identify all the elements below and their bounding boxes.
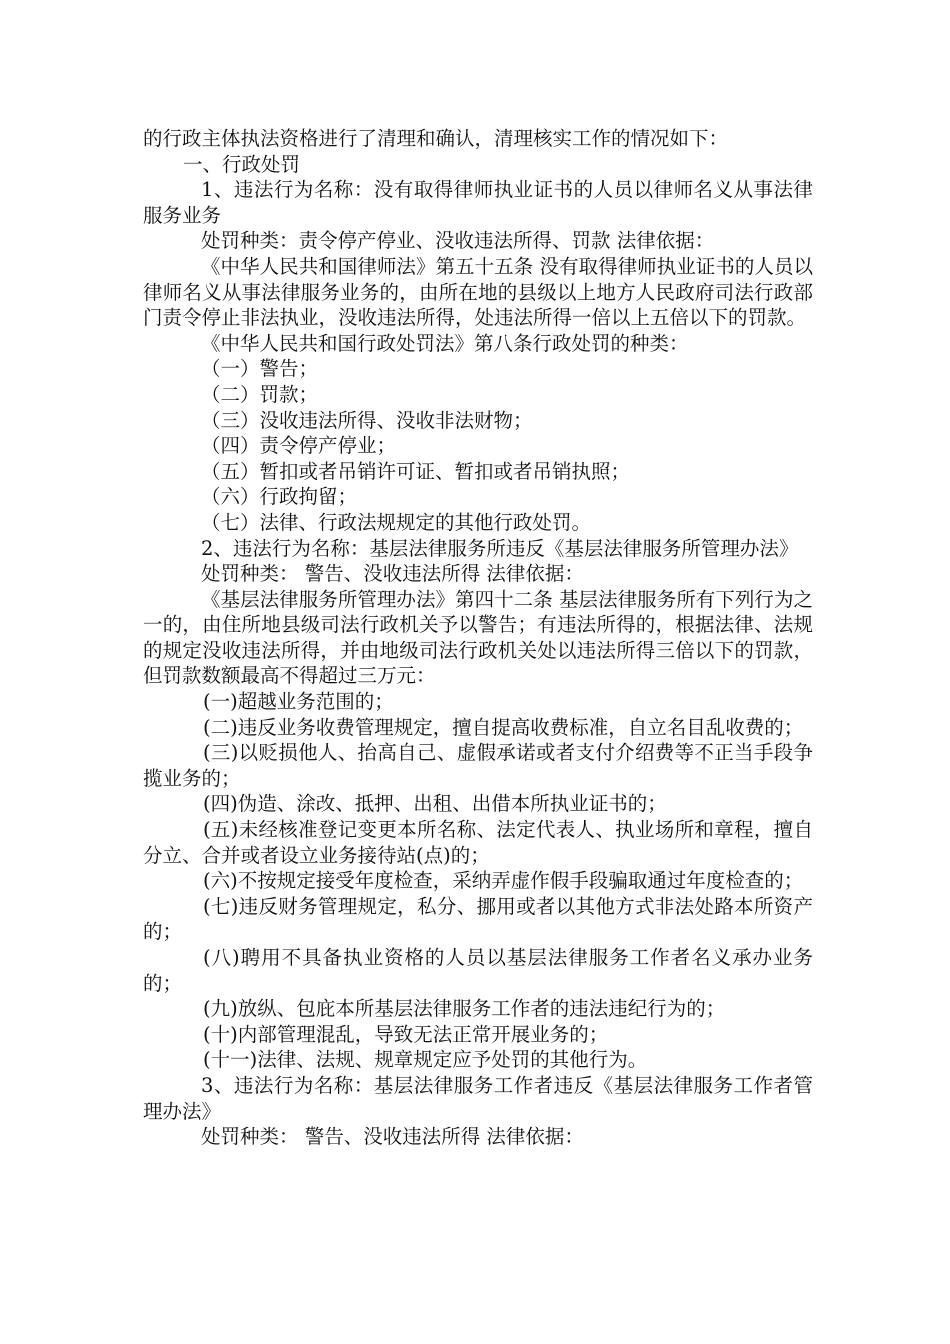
paragraph: 2、违法行为名称：基层法律服务所违反《基层法律服务所管理办法》 bbox=[201, 536, 799, 560]
paragraph: 1、违法行为名称：没有取得律师执业证书的人员以律师名义从事法律服务业务 bbox=[143, 178, 813, 227]
paragraph: （七）法律、行政法规规定的其他行政处罚。 bbox=[201, 510, 592, 534]
paragraph: （五）暂扣或者吊销许可证、暂扣或者吊销执照； bbox=[201, 459, 631, 483]
paragraph: 处罚种类：责令停产停业、没收违法所得、罚款 法律依据： bbox=[201, 229, 715, 253]
paragraph: (八)聘用不具备执业资格的人员以基层法律服务工作者名义承办业务的； bbox=[143, 946, 813, 995]
paragraph: 处罚种类： 警告、没收违法所得 法律依据： bbox=[201, 562, 584, 586]
paragraph: （一）警告； bbox=[201, 357, 319, 381]
paragraph: （六）行政拘留； bbox=[201, 485, 358, 509]
paragraph: 《中华人民共和国行政处罚法》第八条行政处罚的种类： bbox=[201, 331, 689, 355]
paragraph: (四)伪造、涂改、抵押、出租、出借本所执业证书的； bbox=[203, 792, 667, 816]
paragraph: (三)以贬损他人、抬高自己、虚假承诺或者支付介绍费等不正当手段争揽业务的； bbox=[143, 741, 813, 790]
paragraph: 3、违法行为名称：基层法律服务工作者违反《基层法律服务工作者管理办法》 bbox=[143, 1073, 813, 1123]
paragraph: （三）没收违法所得、没收非法财物； bbox=[201, 408, 533, 432]
paragraph: 一、行政处罚 bbox=[183, 152, 301, 176]
paragraph: (六)不按规定接受年度检查，采纳弄虚作假手段骗取通过年度检查的； bbox=[203, 869, 804, 893]
paragraph: 《基层法律服务所管理办法》第四十二条 基层法律服务所有下列行为之一的，由住所地县级司法行政机关予以警告；有违法所得的，根据法律、法规的规定没收违法所得，并由地级司法行政机关处以违法所得三倍以下的罚款，但罚款数额最高不得超过三万元： bbox=[143, 587, 813, 688]
paragraph: (二)违反业务收费管理规定，擅自提高收费标准，自立名目乱收费的； bbox=[203, 715, 804, 739]
paragraph: (七)违反财务管理规定，私分、挪用或者以其他方式非法处路本所资产的； bbox=[143, 894, 813, 944]
paragraph: （二）罚款； bbox=[201, 382, 319, 406]
paragraph: (五)未经核准登记变更本所名称、法定代表人、执业场所和章程，擅自分立、合并或者设立业务接待站(点)的； bbox=[143, 818, 813, 867]
paragraph: (一)超越业务范围的； bbox=[203, 690, 394, 714]
paragraph: (十一)法律、法规、规章规定应予处罚的其他行为。 bbox=[203, 1048, 648, 1072]
document-body bbox=[143, 126, 813, 1150]
paragraph: (九)放纵、包庇本所基层法律服务工作者的违法违纪行为的； bbox=[203, 997, 726, 1021]
paragraph: (十)内部管理混乱，导致无法正常开展业务的； bbox=[203, 1022, 609, 1046]
paragraph: （四）责令停产停业； bbox=[201, 434, 397, 458]
paragraph: 的行政主体执法资格进行了清理和确认，清理核实工作的情况如下： bbox=[143, 127, 729, 150]
paragraph: 《中华人民共和国律师法》第五十五条 没有取得律师执业证书的人员以律师名义从事法律服务业务的，由所在地的县级以上地方人民政府司法行政部门责令停止非法执业，没收违法所得，处违法所得一倍以上五倍以下的罚款。 bbox=[143, 254, 813, 330]
paragraph: 处罚种类： 警告、没收违法所得 法律依据： bbox=[201, 1125, 584, 1149]
